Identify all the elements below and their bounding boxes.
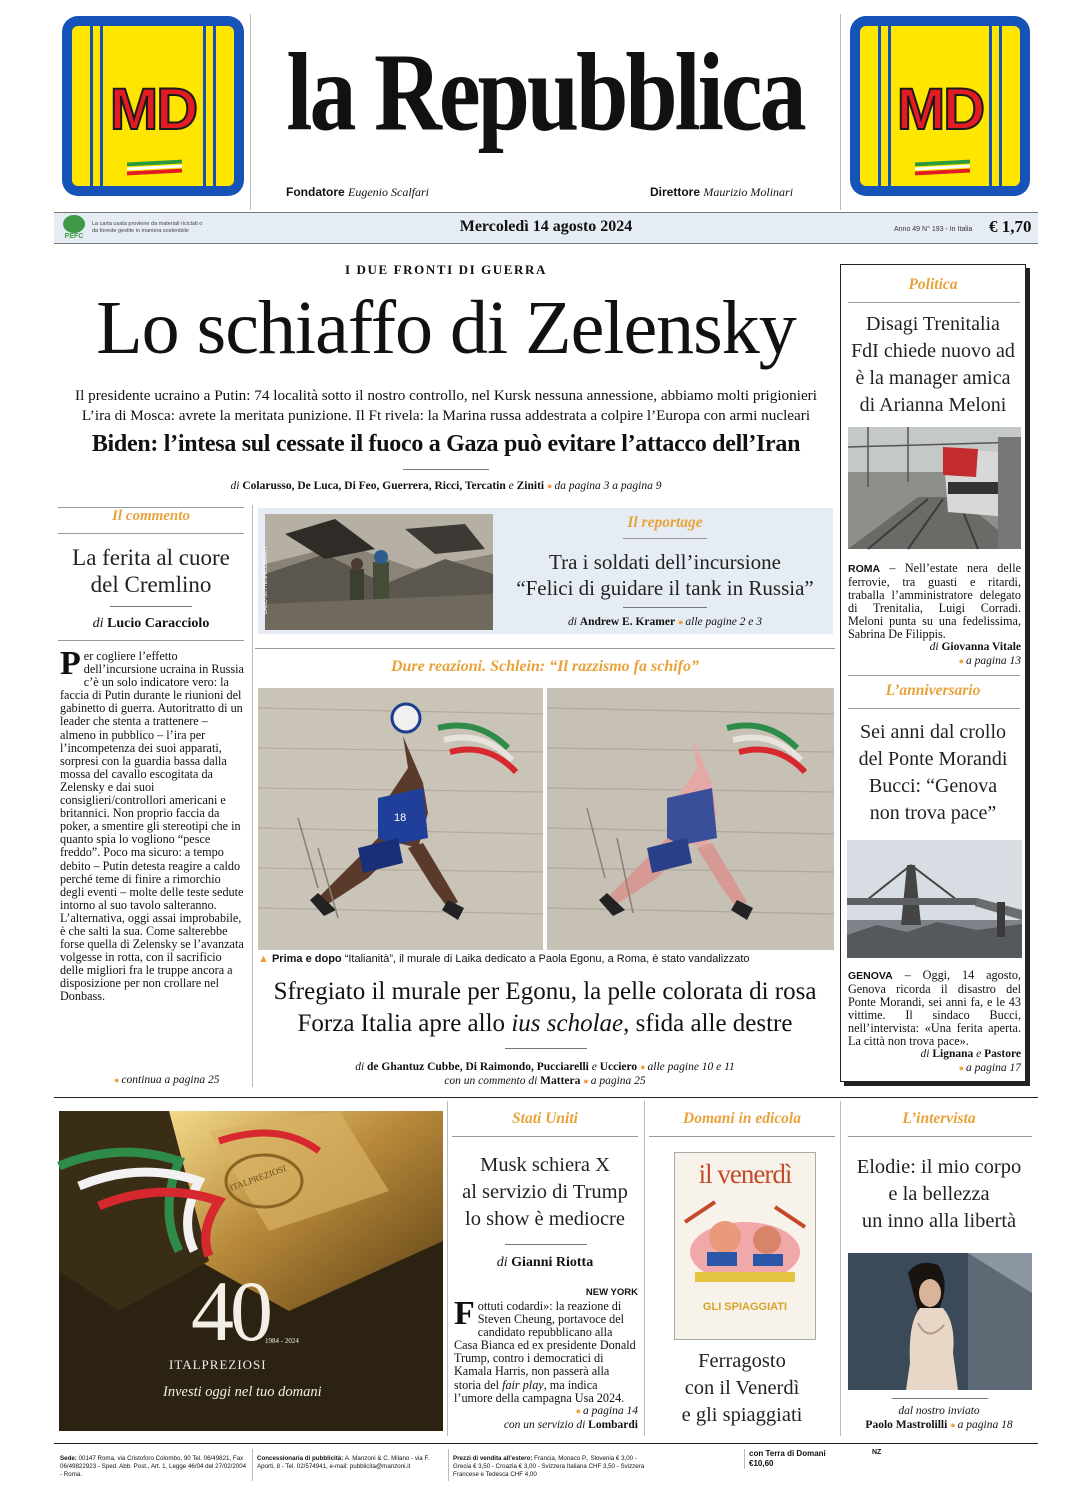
usa-dateline: NEW YORK bbox=[585, 1287, 638, 1298]
md-logo-text: MD bbox=[896, 77, 984, 142]
murale-photo-after[interactable] bbox=[547, 688, 834, 950]
bridge-photo[interactable] bbox=[847, 840, 1022, 958]
commento-byline: di Lucio Caracciolo bbox=[92, 616, 210, 631]
politica-headline[interactable]: Disagi Trenitalia FdI chiede nuovo ad è la manager amica di Arianna Meloni bbox=[851, 313, 1015, 416]
commento-continua[interactable]: ● continua a pagina 25 bbox=[114, 1074, 220, 1086]
founder-line: Fondatore Eugenio Scalfari bbox=[286, 185, 430, 199]
commento-headline[interactable]: La ferita al cuore del Cremlino bbox=[72, 545, 230, 597]
pefc-logo: PEFC bbox=[60, 215, 88, 241]
ad-tagline: Investi oggi nel tuo domani bbox=[163, 1384, 322, 1400]
reportage-kicker: Il reportage bbox=[627, 514, 703, 531]
date-bar bbox=[54, 212, 1038, 244]
issue-date: Mercoledì 14 agosto 2024 bbox=[459, 218, 633, 235]
ad-years: 1984 - 2024 bbox=[265, 1337, 299, 1345]
reportage-byline: di Andrew E. Kramer ● alle pagine 2 e 3 bbox=[500, 616, 830, 628]
anniversario-byline: di Lignana e Pastore ● a pagina 17 bbox=[848, 1047, 1021, 1075]
elodie-photo[interactable] bbox=[848, 1253, 1032, 1390]
footer-bundle: con Terra di Domani €10,60 bbox=[749, 1449, 826, 1468]
intervista-byline: dal nostro inviato Paolo Mastrolilli ● a pagina 18 bbox=[842, 1404, 1036, 1432]
murale-photo-before[interactable] bbox=[258, 688, 543, 950]
footer-sede: Sede: 00147 Roma, via Cristoforo Colombo, 90 Tel. 06/49821, Fax 06/49822923 - Sped. Abb. Post., Art. 1, Legge 46/04 del 27/02/2004 - Roma. bbox=[60, 1455, 247, 1479]
usa-byline: di Gianni Riotta bbox=[496, 1255, 594, 1270]
second-headline: Biden: l’intesa sul cessate il fuoco a Gaza può evitare l’attacco dell’Iran bbox=[91, 431, 801, 457]
venerdi-logo: il venerdì bbox=[698, 1159, 792, 1189]
murale-headline[interactable]: Sfregiato il murale per Egonu, la pelle colorata di rosa Forza Italia apre allo ius scholae, sfida alle destre bbox=[273, 978, 817, 1037]
lead-headline: Lo schiaffo di Zelensky bbox=[96, 286, 796, 370]
venerdi-cover-text: GLI SPIAGGIATI bbox=[702, 1301, 788, 1313]
politica-body: ROMA – Nell’estate nera delle ferrovie, tra guasti e ritardi, traballa l’amministratore delegato di Trenitalia, Luigi Corradi. Meloni punta su una fedelissima, Sabrina De Filippis. bbox=[848, 561, 1021, 642]
venerdi-headline[interactable]: Ferragosto con il Venerdì e gli spiaggiati bbox=[681, 1350, 803, 1426]
murale-byline: di de Ghantuz Cubbe, Di Raimondo, Pucciarelli e Ucciero ● alle pagine 10 e 11 con un commento di Mattera ● a pagina 25 bbox=[255, 1060, 835, 1088]
pefc-note: La carta usata proviene da materiali riciclati o da foreste gestite in maniera sostenibile bbox=[92, 221, 203, 234]
jersey-number: 18 bbox=[394, 812, 407, 824]
price: € 1,70 bbox=[989, 217, 1032, 236]
venerdi-cover[interactable] bbox=[674, 1152, 816, 1340]
lead-subhead-1: Il presidente ucraino a Putin: 74 località sotto il nostro controllo, nel Kursk nessuna annessione, abbiamo molti prigionieri bbox=[75, 387, 817, 404]
gold-bar-stamp: ITALPREZIOSI bbox=[228, 1163, 288, 1193]
commento-kicker: Il commento bbox=[112, 508, 190, 524]
footer-code: NZ bbox=[872, 1449, 882, 1456]
usa-headline[interactable]: Musk schiera X al servizio di Trump lo show è mediocre bbox=[462, 1154, 628, 1230]
anniversario-kicker: L’anniversario bbox=[885, 682, 981, 699]
md-ad-logo-left[interactable] bbox=[62, 16, 244, 196]
train-photo[interactable] bbox=[848, 427, 1021, 549]
usa-body: Fottuti codardi»: la reazione di Steven Cheung, portavoce del candidato repubblicano alla Casa Bianca ed ex presidente Donald Trump, contro i democratici di Kamala Harris, non passerà alla storia del fair play, ma indica l’umore della campagna Usa 2024. bbox=[454, 1295, 636, 1405]
usa-kicker: Stati Uniti bbox=[512, 1110, 578, 1127]
footer-pubblicita: Concessionaria di pubblicità: A. Manzoni & C. Milano - via F. Aporti, 8 - Tel. 02/574941, e-mail: pubblicita@manzoni.it bbox=[257, 1455, 430, 1471]
intervista-headline[interactable]: Elodie: il mio corpo e la bellezza un inno alla libertà bbox=[856, 1156, 1022, 1232]
anniversario-headline[interactable]: Sei anni dal crollo del Ponte Morandi Bucci: “Genova non trova pace” bbox=[858, 721, 1008, 824]
ad-40-logo: 40 bbox=[191, 1263, 269, 1359]
ad-brand: ITALPREZIOSI bbox=[169, 1357, 267, 1372]
venerdi-kicker: Domani in edicola bbox=[683, 1110, 801, 1127]
md-ad-logo-right[interactable] bbox=[850, 16, 1030, 196]
reportage-headline[interactable]: Tra i soldati dell’incursione “Felici di guidare il tank in Russia” bbox=[516, 550, 814, 600]
lead-subhead-2: L’ira di Mosca: avrete la meritata punizione. Il Ft rivela: la Marina russa addestrata a colpire l’Europa con armi nucleari bbox=[81, 407, 811, 424]
footer-estero: Prezzi di vendita all’estero: Francia, Monaco P., Slovenia € 3,00 - Grecia € 3,50 - Croazia € 3,00 - Svizzera Italiana CHF 3,50 - Svizzera Francese e Tedesca CHF 4,00 bbox=[453, 1455, 645, 1479]
director-line: Direttore Maurizio Molinari bbox=[650, 185, 794, 199]
intervista-kicker: L’intervista bbox=[902, 1110, 976, 1127]
politica-kicker: Politica bbox=[908, 276, 958, 293]
murale-caption: ▲ Prima e dopo “Italianità”, il murale di Laika dedicato a Paola Egonu, a Roma, è stato vandalizzato bbox=[258, 953, 750, 965]
usa-pages: ● a pagina 14 con un servizio di Lombardi bbox=[452, 1404, 638, 1432]
edition-info: Anno 49 N° 193 - In Italia bbox=[894, 226, 973, 233]
murale-kicker: Dure reazioni. Schlein: “Il razzismo fa schifo” bbox=[390, 658, 700, 675]
photo-credit: DAVID GUTTENFELDER/NYT bbox=[263, 546, 269, 614]
lead-byline: di Colarusso, De Luca, Di Feo, Guerrera, Ricci, Tercatin e Ziniti ● da pagina 3 a pagina 9 bbox=[54, 480, 838, 492]
politica-byline: di Giovanna Vitale ● a pagina 13 bbox=[848, 640, 1021, 668]
lead-kicker: I DUE FRONTI DI GUERRA bbox=[344, 262, 548, 277]
commento-body: Per cogliere l’effetto dell’incursione ucraina in Russia c’è un solo indicatore vero: la faccia di Putin durante le riunioni del gabinetto di guerra. Autoritratto di un leader che stenta a trattenere – almeno in pubblico – l’ira per l’incompetenza dei suoi apparati, sorpresi con la guardia bassa dalla mossa del cavallo escogitata da Zelensky e dai suoi consiglieri/controllori americani e britannici. Non proprio faccia da poker, a smentire gli stereotipi che in quanto spia lo vogliono “pesce freddo”. Poco ma sicuro: a tempo debito – Putin detesta reagire a caldo perché teme di finire a rimorchio degli eventi – molte delle teste sedute intorno al suo tavolo salteranno. L’alternativa, oggi assai improbabile, è che salti la sua. Come salterebbe forse quella di Zelensky se l’avanzata volgesse in rotta, con il sacrificio delle migliori fra le truppe ancora a disposizione per non crollare nel Donbass. bbox=[60, 645, 244, 1004]
newspaper-title: la Repubblica bbox=[286, 31, 804, 155]
md-logo-text: MD bbox=[109, 77, 197, 142]
italpreziosi-ad[interactable] bbox=[59, 1111, 443, 1431]
reportage-photo[interactable] bbox=[265, 514, 493, 630]
anniversario-body: GENOVA – Oggi, 14 agosto, Genova ricorda il disastro del Ponte Morandi, sei anni fa, e le 43 vittime. Il sindaco Bucci, nell’intervista: «Una ferita aperta. La città non trova pace». bbox=[848, 968, 1021, 1049]
